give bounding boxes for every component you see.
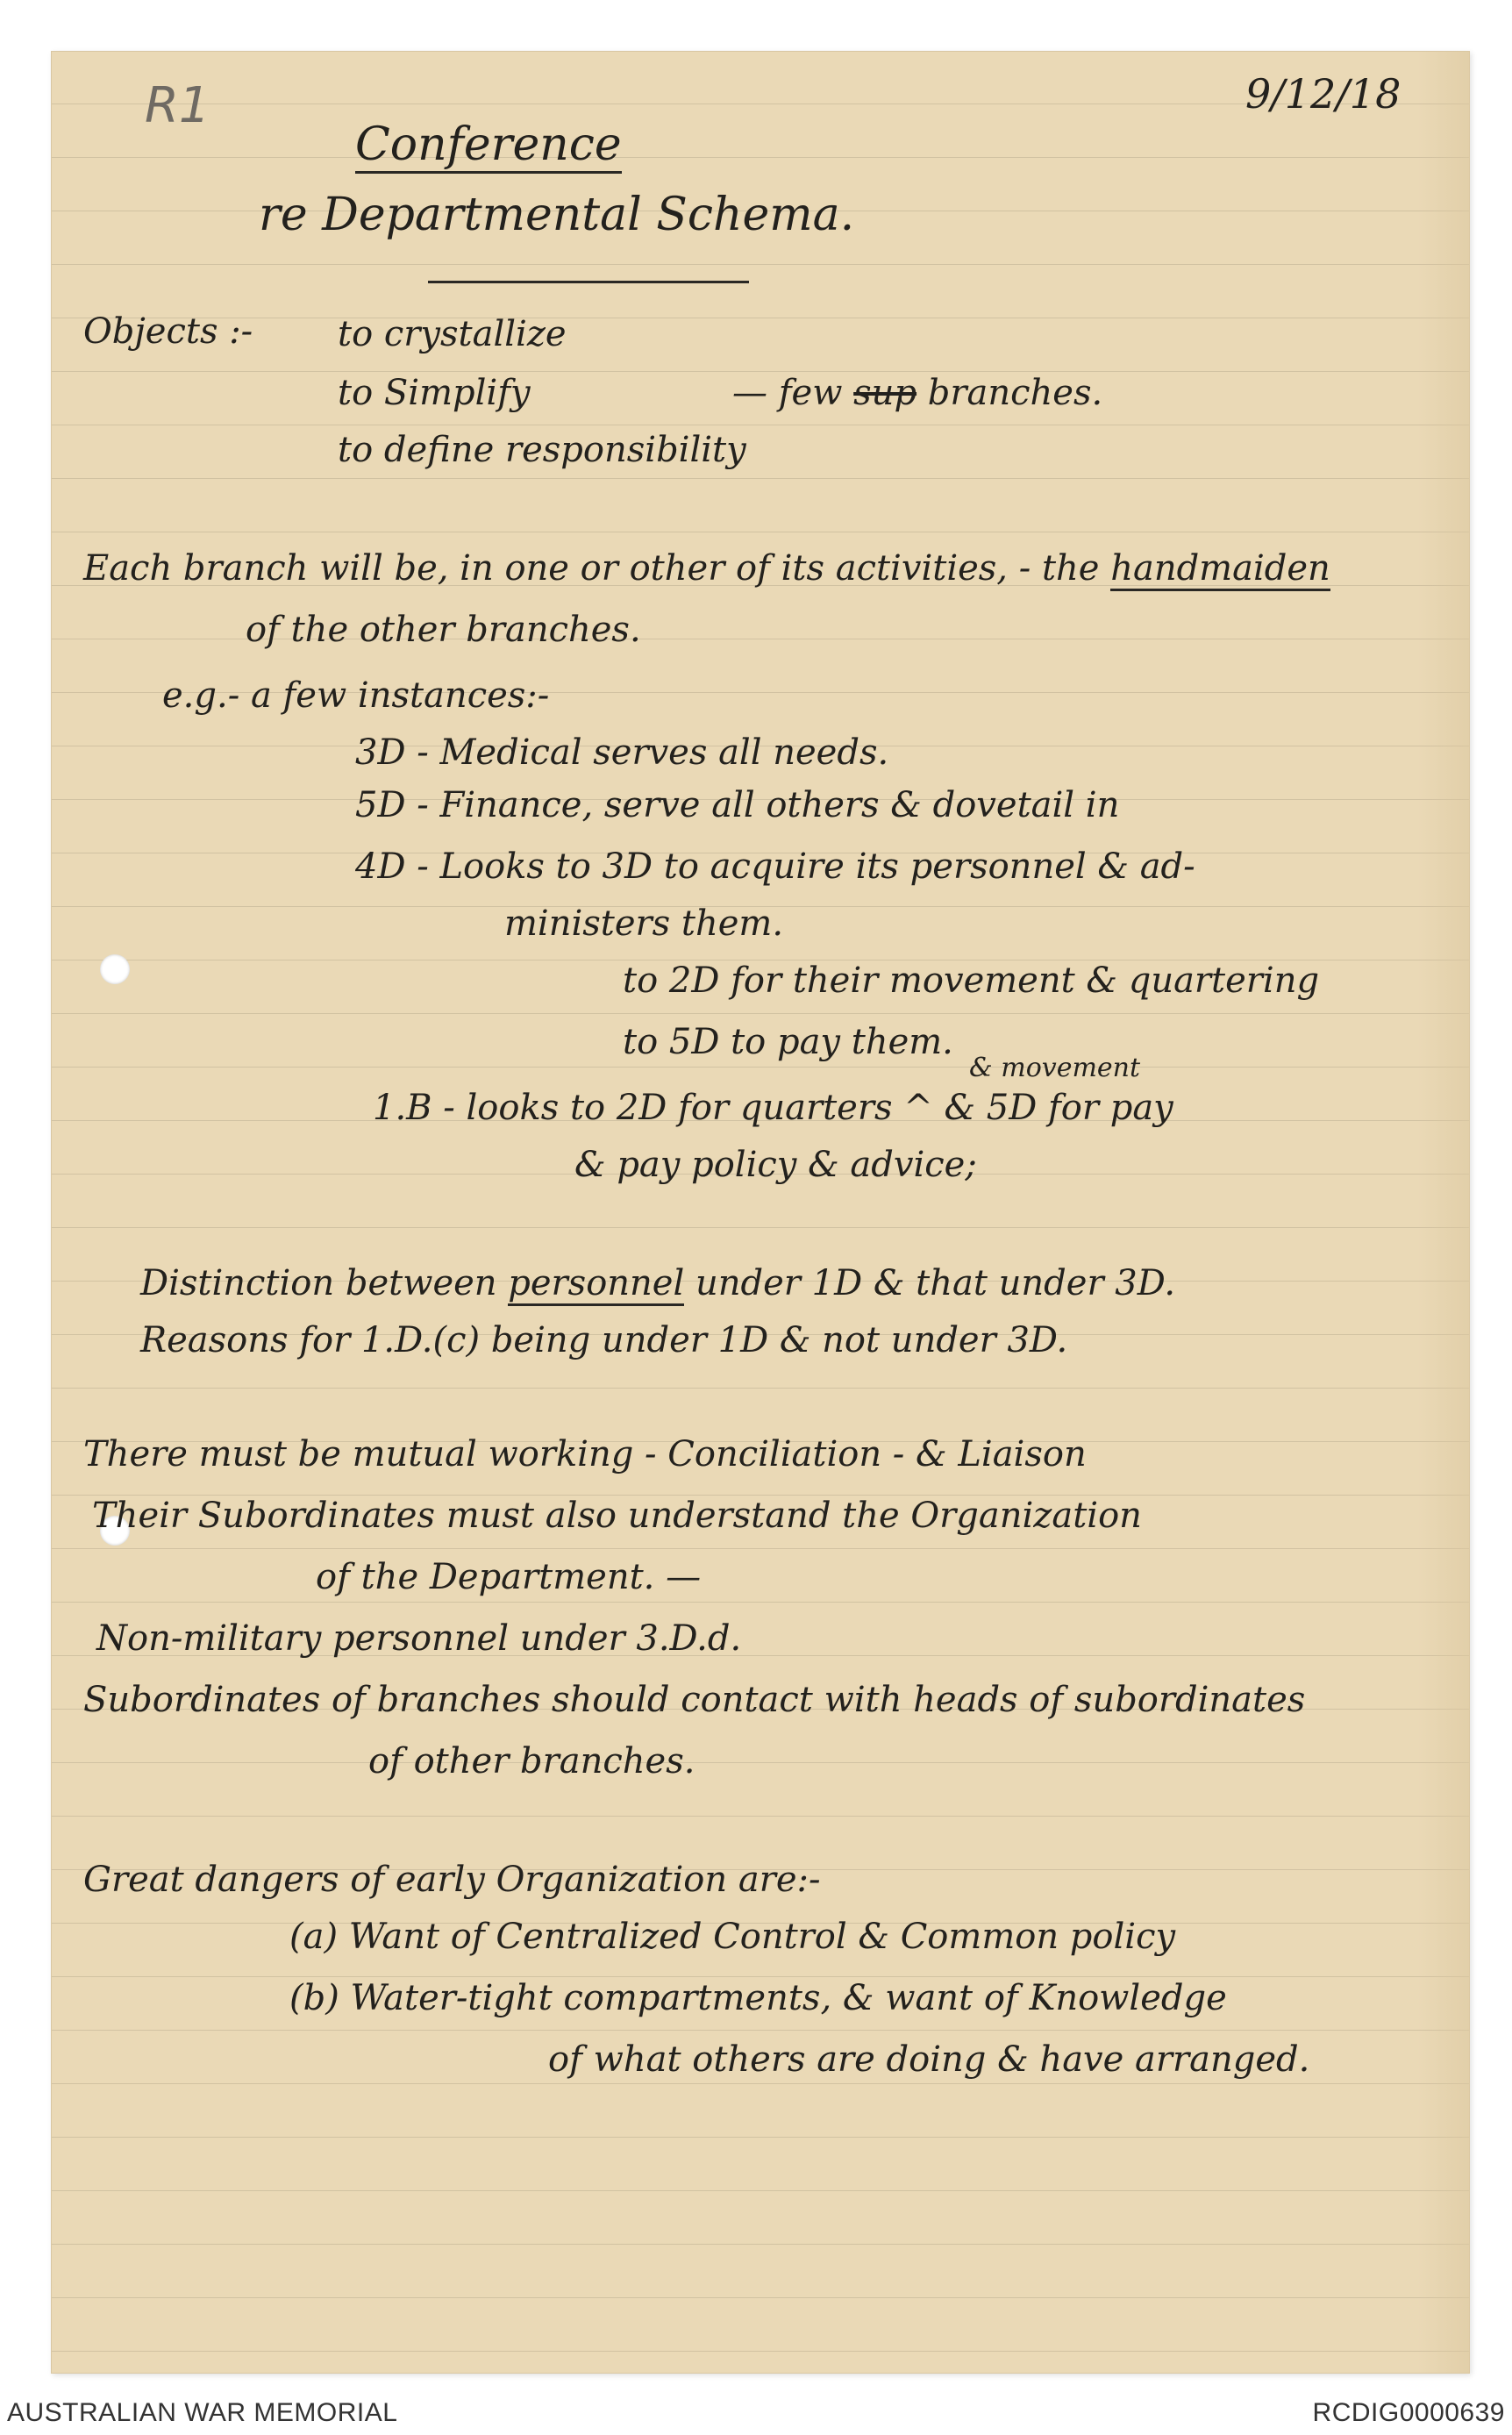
- working-line-3: of the Department. —: [316, 1557, 702, 1597]
- objects-item-3: to define responsibility: [338, 430, 746, 470]
- footer-archive-name: AUSTRALIAN WAR MEMORIAL: [7, 2398, 398, 2427]
- example-1b-cont: & pay policy & advice;: [574, 1145, 977, 1185]
- title-divider: [428, 281, 749, 283]
- objects-label: Objects :-: [83, 311, 253, 352]
- distinction-line: [140, 1263, 1175, 1303]
- working-line-5: Subordinates of branches should contact with heads of subordinates: [83, 1680, 1306, 1720]
- reasons-line: Reasons for 1.D.(c) being under 1D & not under 3D.: [140, 1320, 1068, 1360]
- objects-note-prefix: — few: [732, 373, 843, 413]
- objects-note: [732, 373, 1102, 413]
- document-title: Conference: [355, 118, 622, 174]
- working-line-4: Non-military personnel under 3.D.d.: [96, 1618, 742, 1659]
- handmaiden-line-2: of the other branches.: [246, 610, 641, 650]
- document-subtitle: re Departmental Schema.: [259, 189, 855, 241]
- objects-note-suffix: branches.: [927, 373, 1103, 413]
- distinction-suffix: under 1D & that under 3D.: [684, 1263, 1176, 1303]
- example-3d: 3D - Medical serves all needs.: [355, 732, 889, 773]
- example-4d-2d: to 2D for their movement & quartering: [623, 960, 1320, 1001]
- example-5d: 5D - Finance, serve all others & dovetail in: [355, 785, 1120, 825]
- dangers-intro: Great dangers of early Organization are:-: [83, 1860, 821, 1900]
- danger-b: (b) Water-tight compartments, & want of Knowledge: [289, 1978, 1227, 2018]
- footer-reference-id: RCDIG0000639: [1312, 2398, 1505, 2427]
- working-line-1: There must be mutual working - Conciliation - & Liaison: [83, 1434, 1087, 1475]
- example-4d-cont: ministers them.: [504, 903, 784, 944]
- punch-hole-top: [100, 954, 130, 984]
- document-date: 9/12/18: [1245, 70, 1401, 118]
- examples-intro: e.g.- a few instances:-: [162, 675, 550, 716]
- handmaiden-emphasis: handmaiden: [1110, 548, 1330, 591]
- danger-b-cont: of what others are doing & have arranged.: [548, 2039, 1310, 2080]
- objects-item-1: to crystallize: [338, 314, 567, 354]
- paper-edge: [1417, 51, 1470, 2374]
- objects-note-struck: sup: [853, 373, 917, 413]
- example-1b: 1.B - looks to 2D for quarters ^ & 5D for pay: [373, 1088, 1173, 1128]
- objects-item-2: to Simplify: [338, 373, 531, 413]
- pencil-reference: R1: [145, 77, 210, 134]
- distinction-emphasis: personnel: [508, 1263, 684, 1306]
- handmaiden-line-1: [83, 548, 1330, 589]
- distinction-prefix: Distinction between: [140, 1263, 509, 1303]
- example-4d: 4D - Looks to 3D to acquire its personnel & ad-: [355, 846, 1195, 887]
- insertion-note: & movement: [969, 1053, 1141, 1083]
- handmaiden-line-1-text: Each branch will be, in one or other of its activities, - the: [83, 548, 1111, 589]
- working-line-2: Their Subordinates must also understand the Organization: [92, 1496, 1142, 1536]
- example-4d-5d: to 5D to pay them.: [623, 1022, 953, 1062]
- danger-a: (a) Want of Centralized Control & Common policy: [289, 1917, 1176, 1957]
- working-line-6: of other branches.: [368, 1741, 695, 1782]
